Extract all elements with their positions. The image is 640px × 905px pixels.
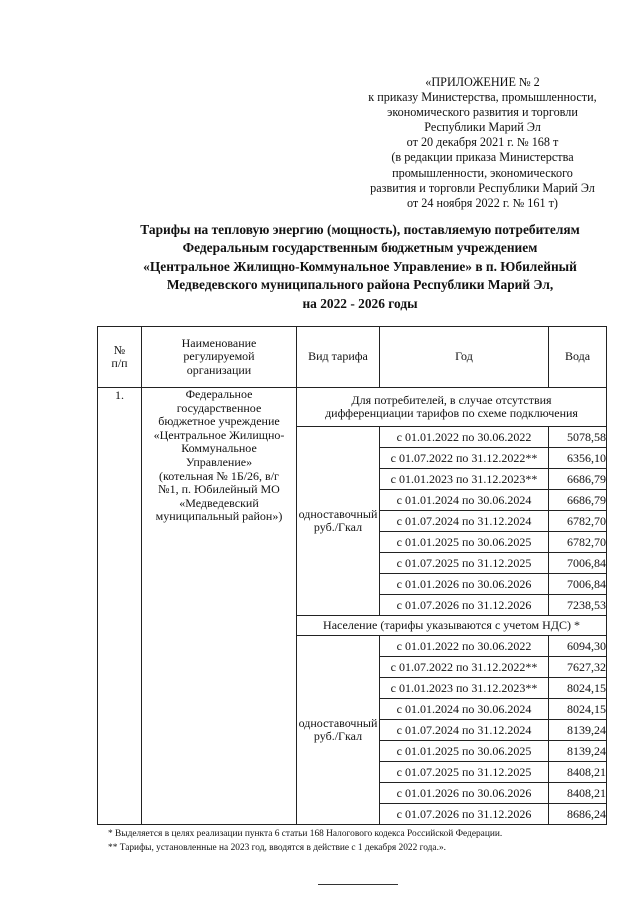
- period-cell: с 01.01.2024 по 30.06.2024: [380, 699, 549, 720]
- value-cell: 6686,79: [549, 490, 607, 511]
- title-line: Медведевского муниципального района Республики Марий Эл,: [166, 277, 554, 293]
- period-cell: с 01.07.2026 по 31.12.2026: [380, 804, 549, 825]
- tariff-type-cell: одноставочный руб./Гкал: [297, 636, 380, 825]
- footnotes: [108, 827, 618, 855]
- value-cell: 7238,53: [549, 595, 607, 616]
- appendix-line: «ПРИЛОЖЕНИЕ № 2: [425, 75, 540, 89]
- value-cell: 8139,24: [549, 720, 607, 741]
- value-cell: 6356,10: [549, 448, 607, 469]
- period-cell: с 01.07.2022 по 31.12.2022**: [380, 448, 549, 469]
- period-cell: с 01.07.2024 по 31.12.2024: [380, 511, 549, 532]
- tariff-table: [97, 326, 607, 825]
- title-line: «Центральное Жилищно-Коммунальное Управление» в п. Юбилейный: [143, 258, 577, 274]
- title-line: Тарифы на тепловую энергию (мощность), поставляемую потребителям: [140, 222, 580, 237]
- table-header-row: [98, 327, 607, 388]
- value-cell: 8686,24: [549, 804, 607, 825]
- period-cell: с 01.01.2023 по 31.12.2023**: [380, 469, 549, 490]
- header-tariff-type: Вид тарифа: [297, 327, 380, 388]
- appendix-line: к приказу Министерства, промышленности,: [368, 90, 597, 105]
- period-cell: с 01.01.2025 по 30.06.2025: [380, 741, 549, 762]
- value-cell: 6094,30: [549, 636, 607, 657]
- appendix-line: (в редакции приказа Министерства: [391, 150, 574, 165]
- value-cell: 8408,21: [549, 783, 607, 804]
- appendix-header: [355, 75, 610, 211]
- value-cell: 8024,15: [549, 699, 607, 720]
- appendix-line: Республики Марий Эл: [424, 120, 541, 135]
- value-cell: 8408,21: [549, 762, 607, 783]
- value-cell: 6686,79: [549, 469, 607, 490]
- title-line: на 2022 - 2026 годы: [302, 295, 418, 311]
- header-number: № п/п: [98, 327, 142, 388]
- tariff-type-cell: одноставочный руб./Гкал: [297, 427, 380, 616]
- period-cell: с 01.07.2022 по 31.12.2022**: [380, 657, 549, 678]
- header-water: Вода: [549, 327, 607, 388]
- period-cell: с 01.07.2024 по 31.12.2024: [380, 720, 549, 741]
- row-number: 1.: [98, 388, 142, 825]
- header-year: Год: [380, 327, 549, 388]
- period-cell: с 01.07.2025 по 31.12.2025: [380, 762, 549, 783]
- value-cell: 5078,58: [549, 427, 607, 448]
- footnote: * Выделяется в целях реализации пункта 6 статьи 168 Налогового кодекса Российской Федерации.: [108, 829, 503, 839]
- value-cell: 7006,84: [549, 574, 607, 595]
- appendix-line: развития и торговли Республики Марий Эл: [370, 180, 595, 195]
- period-cell: с 01.01.2023 по 31.12.2023**: [380, 678, 549, 699]
- period-cell: с 01.01.2025 по 30.06.2025: [380, 532, 549, 553]
- period-cell: с 01.01.2026 по 30.06.2026: [380, 783, 549, 804]
- document-title: [100, 221, 620, 313]
- period-cell: с 01.07.2025 по 31.12.2025: [380, 553, 549, 574]
- value-cell: 7006,84: [549, 553, 607, 574]
- value-cell: 8024,15: [549, 678, 607, 699]
- value-cell: 6782,70: [549, 532, 607, 553]
- value-cell: 8139,24: [549, 741, 607, 762]
- period-cell: с 01.07.2026 по 31.12.2026: [380, 595, 549, 616]
- organization-cell: Федеральное государственное бюджетное учреждение «Центральное Жилищно- Коммунальное Управление» (котельная № 1Б/26, в/г №1, п. Юбилейный МО «Медведевский муниципальный район»): [142, 388, 297, 825]
- table-row: [98, 388, 607, 427]
- period-cell: с 01.01.2022 по 30.06.2022: [380, 636, 549, 657]
- period-cell: с 01.01.2026 по 30.06.2026: [380, 574, 549, 595]
- bottom-divider: [318, 884, 398, 885]
- period-cell: с 01.01.2022 по 30.06.2022: [380, 427, 549, 448]
- appendix-line: от 24 ноября 2022 г. № 161 т): [406, 195, 558, 210]
- group-heading-population: Население (тарифы указываются с учетом НДС) *: [297, 616, 607, 636]
- value-cell: 6782,70: [549, 511, 607, 532]
- footnote: ** Тарифы, установленные на 2023 год, вводятся в действие с 1 декабря 2022 года.».: [108, 843, 446, 853]
- appendix-line: экономического развития и торговли: [387, 105, 578, 120]
- group-heading-consumers: Для потребителей, в случае отсутствия дифференциации тарифов по схеме подключения: [297, 388, 607, 427]
- title-line: Федеральным государственным бюджетным учреждением: [182, 240, 538, 256]
- appendix-line: промышленности, экономического: [392, 165, 573, 180]
- value-cell: 7627,32: [549, 657, 607, 678]
- period-cell: с 01.01.2024 по 30.06.2024: [380, 490, 549, 511]
- appendix-line: от 20 декабря 2021 г. № 168 т: [406, 135, 559, 150]
- header-organization: Наименование регулируемой организации: [142, 327, 297, 388]
